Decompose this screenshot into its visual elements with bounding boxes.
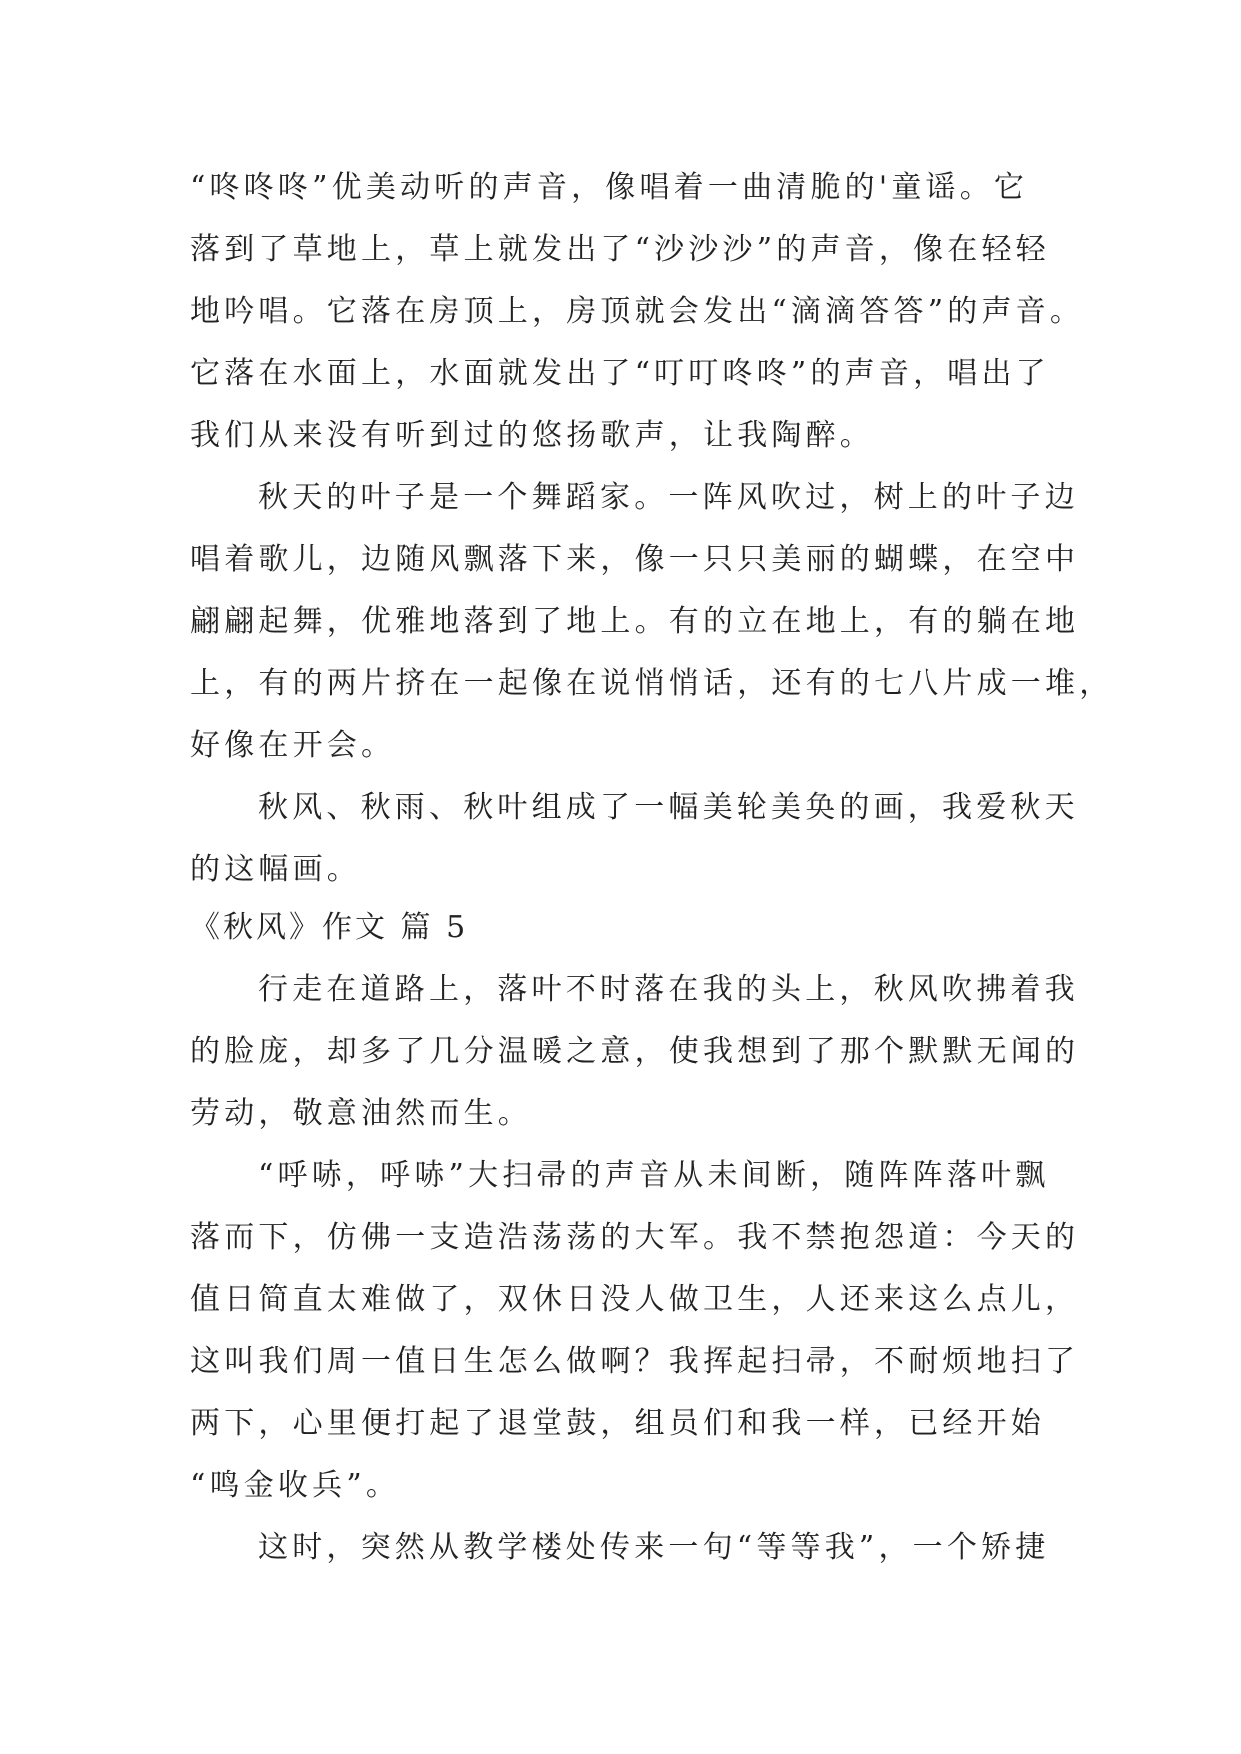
paragraph-start-line: 秋风、秋雨、秋叶组成了一幅美轮美奂的画，我爱秋天: [258, 790, 1079, 825]
paragraph-start-line: “呼哧，呼哧”大扫帚的声音从未间断，随阵阵落叶飘: [258, 1158, 1050, 1193]
text-line: 落到了草地上，草上就发出了“沙沙沙”的声音，像在轻轻: [190, 232, 1050, 267]
article-text-part-2: [190, 897, 1080, 1579]
text-line: 我们从来没有听到过的悠扬歌声，让我陶醉。: [190, 418, 874, 453]
text-line: 地吟唱。它落在房顶上，房顶就会发出“滴滴答答”的声音。: [190, 294, 1085, 329]
text-line: “咚咚咚”优美动听的声音，像唱着一曲清脆的'童谣。它: [190, 170, 1029, 205]
article-text-part-1: [190, 157, 1114, 901]
text-line: 的这幅画。: [190, 852, 361, 887]
text-line: 两下，心里便打起了退堂鼓，组员们和我一样，已经开始: [190, 1406, 1045, 1441]
text-line: 唱着歌儿，边随风飘落下来，像一只只美丽的蝴蝶，在空中: [190, 542, 1080, 577]
text-line: 这叫我们周一值日生怎么做啊？我挥起扫帚，不耐烦地扫了: [190, 1344, 1080, 1379]
text-line: 落而下，仿佛一支造浩荡荡的大军。我不禁抱怨道：今天的: [190, 1220, 1080, 1255]
text-line: 好像在开会。: [190, 728, 396, 763]
text-line: “鸣金收兵”。: [190, 1468, 401, 1503]
text-line: 翩翩起舞，优雅地落到了地上。有的立在地上，有的躺在地: [190, 604, 1080, 639]
paragraph-start-line: 秋天的叶子是一个舞蹈家。一阵风吹过，树上的叶子边: [258, 480, 1079, 515]
paragraph-start-line: 这时，突然从教学楼处传来一句“等等我”，一个矫捷: [258, 1530, 1050, 1565]
text-line: 它落在水面上，水面就发出了“叮叮咚咚”的声音，唱出了: [190, 356, 1050, 391]
paragraph-start-line: 行走在道路上，落叶不时落在我的头上，秋风吹拂着我: [258, 972, 1079, 1007]
section-heading: 《秋风》作文 篇 5: [190, 910, 469, 945]
text-line: 的脸庞，却多了几分温暖之意，使我想到了那个默默无闻的: [190, 1034, 1080, 1069]
text-line: 劳动，敬意油然而生。: [190, 1096, 532, 1131]
text-line: 值日简直太难做了，双休日没人做卫生，人还来这么点儿，: [190, 1282, 1080, 1317]
text-line: 上，有的两片挤在一起像在说悄悄话，还有的七八片成一堆，: [190, 666, 1114, 701]
